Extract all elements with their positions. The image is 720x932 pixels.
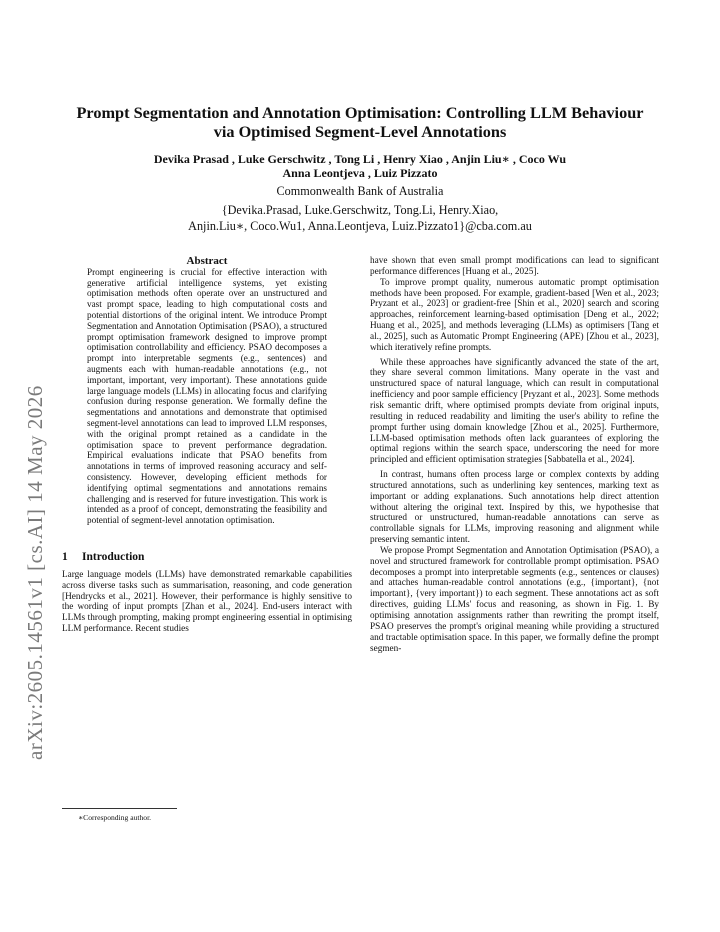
right-paragraph-4: In contrast, humans often process large or complex contexts by adding structured annotations, such as underlining key sentences, marking text as important or adding explanations. Such annotations help direct attention without altering the original text. Inspired by this, we hypothesise that structured or unstructured, human-readable annotations can serve as controllable signals for LLMs, improving reasoning and alignment while preserving semantic intent.: [370, 470, 659, 546]
intro-paragraph-1: Large language models (LLMs) have demonstrated remarkable capabilities across diverse tasks such as summarisation, reasoning, and code generation [Hendrycks et al., 2021]. However, their performance is highly sensitive to the wording of input prompts [Zhan et al., 2024]. End-users interact with LLMs through prompting, making prompt engineering essential in optimising LLM performance. Recent studies: [62, 569, 352, 635]
emails-line-2: Anjin.Liu∗, Coco.Wu1, Anna.Leontjeva, Luiz.Pizzato1}@cba.com.au: [188, 219, 532, 233]
footnote-rule: [62, 808, 177, 809]
section-heading-introduction: [62, 552, 352, 563]
authors-line-1: Devika Prasad , Luke Gerschwitz , Tong Li , Henry Xiao , Anjin Liu∗ , Coco Wu: [153, 152, 567, 166]
footnote-text: ∗Corresponding author.: [78, 813, 152, 822]
emails-line-1: {Devika.Prasad, Luke.Gerschwitz, Tong.Li, Henry.Xiao,: [221, 203, 499, 217]
affiliation: Commonwealth Bank of Australia: [276, 184, 444, 198]
author-emails: [60, 202, 660, 234]
abstract-heading: Abstract: [186, 255, 228, 267]
paper-title: [40, 103, 680, 141]
arxiv-stamp: [6, 180, 56, 780]
title-line-1: Prompt Segmentation and Annotation Optimisation: Controlling LLM Behaviour: [76, 103, 644, 122]
right-column: [370, 256, 659, 654]
right-paragraph-1: have shown that even small prompt modifications can lead to significant performance differences [Huang et al., 2025].: [370, 256, 659, 277]
section-title: Introduction: [82, 550, 145, 563]
arxiv-identifier: arXiv:2605.14561v1 [cs.AI] 14 May 2026: [23, 385, 47, 760]
right-paragraph-5: We propose Prompt Segmentation and Annotation Optimisation (PSAO), a novel and structured framework for controllable prompt optimisation. PSAO decomposes a prompt into interpretable segments (e.g., sentences or clauses) and attaches human-readable control annotations (e.g., {important}, {not important}, {very important}) to each segment. These annotations act as soft directives, guiding LLMs' focus and reasoning, as shown in Fig. 1. By optimising annotation assignments rather than rewriting the prompt itself, PSAO preserves the prompt's original meaning while providing a structured and tractable optimisation space. In this paper, we formally define the prompt segmen-: [370, 545, 659, 654]
abstract-body: Prompt engineering is crucial for effective interaction with generative artificial intelligence systems, yet existing optimisation methods often operate over an unstructured and vast prompt space, leading to high computational costs and potential distortions of the original intent. We introduce Prompt Segmentation and Annotation Optimisation (PSAO), a structured prompt optimisation framework designed to improve prompt optimisation controllability and efficiency. PSAO decomposes a prompt into interpretable segments (e.g., sentences) and augments each with human-readable annotations (e.g., not important, important, very important). These annotations guide large language models (LLMs) in allocating focus and clarifying confusion during response generation. We formally define the segmentations and annotations and demonstrate that optimised segment-level annotations can lead to improved LLM responses, with the original prompt retained as a candidate in the optimisation space to prevent performance degradation. Empirical evaluations indicate that PSAO benefits from annotations in terms of improved reasoning accuracy and self-consistency. However, developing efficient methods for identifying optimal segmentations and annotations remains challenging and is reserved for future investigation. This work is intended as a proof of concept, demonstrating the feasibility and potential of segment-level annotation optimisation.: [87, 266, 327, 526]
title-line-2: via Optimised Segment-Level Annotations: [213, 122, 507, 141]
right-paragraph-2: To improve prompt quality, numerous automatic prompt optimisation methods have been proposed. For example, gradient-based [Wen et al., 2023; Pryzant et al., 2023] or gradient-free [Shin et al., 2020] search and scoring approaches, reinforcement learning-based optimisation [Deng et al., 2022; Huang et al., 2025], and methods leveraging (LLMs) as optimisers [Tang et al., 2025], such as Automatic Prompt Engineering (APE) [Zhou et al., 2023], which iteratively refine prompts.: [370, 277, 659, 353]
right-paragraph-3: While these approaches have significantly advanced the state of the art, they share several common limitations. Many operate in the vast and unstructured space of natural language, which can result in computational inefficiency and poor sample efficiency [Pryzant et al., 2023]. Some methods risk semantic drift, where optimised prompts deviate from original inputs, resulting in reduced readability and limiting the user's ability to refine the prompt further using domain knowledge [Zhou et al., 2025]. Furthermore, LLM-based optimisation methods often lack guarantees of exploring the optimal regions within the search space, underscoring the need for more principled and efficient optimisation strategies [Sabbatella et al., 2024].: [370, 357, 659, 466]
authors-line-2: Anna Leontjeva , Luiz Pizzato: [282, 166, 438, 180]
section-number: 1: [62, 550, 68, 563]
left-column: [62, 256, 352, 635]
author-list: [60, 152, 660, 180]
footnote: [62, 808, 352, 822]
